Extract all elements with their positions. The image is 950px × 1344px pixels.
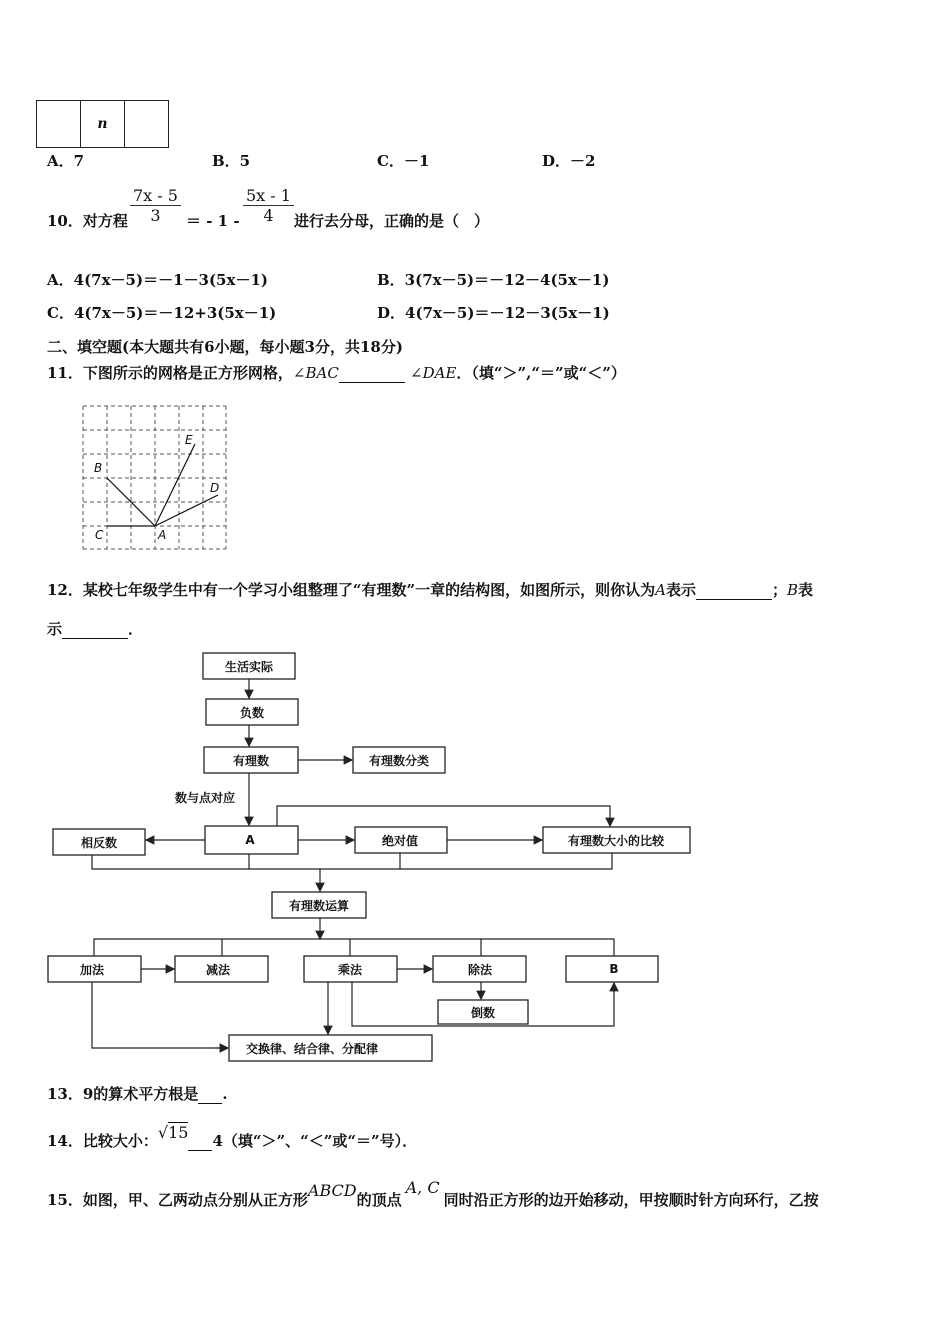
- flow-label-opposite: 相反数: [80, 836, 118, 850]
- point-label-a: A: [158, 528, 167, 542]
- flow-label-classification: 有理数分类: [368, 754, 430, 768]
- flow-label-rational: 有理数: [232, 754, 270, 768]
- q10-middle: ＝ - 1 -: [186, 212, 240, 230]
- q12-line-2: [47, 619, 143, 639]
- q12-a-label: A: [655, 581, 666, 599]
- q10-fraction-1: [130, 186, 181, 225]
- q12-b-text: 表: [798, 581, 814, 599]
- flow-label-operations: 有理数运算: [288, 899, 350, 913]
- fraction-denominator: 3: [150, 206, 161, 225]
- point-label-d: D: [210, 481, 220, 495]
- q14-prefix: 14．比较大小：: [47, 1132, 158, 1150]
- q14-sqrt: √15: [157, 1123, 189, 1142]
- q12-line-1: [47, 580, 813, 600]
- q12-b-label: B: [787, 581, 799, 599]
- table-cell: n: [81, 101, 125, 148]
- table-cell: [37, 101, 81, 148]
- q14-radicand: 15: [168, 1123, 189, 1142]
- flow-label-multiply: 乘法: [337, 963, 363, 977]
- flow-label-negative: 负数: [239, 706, 265, 720]
- q12-a-text: 表示: [665, 581, 696, 599]
- q15-square: ABCD: [307, 1181, 357, 1200]
- q11-prefix: 11．下图所示的网格是正方形网格，: [47, 364, 293, 382]
- segment-ae: [155, 444, 195, 526]
- q15-middle: 的顶点: [356, 1191, 402, 1209]
- q12-prefix: 12．某校七年级学生中有一个学习小组整理了“有理数”一章的结构图，如图所示，则你认为: [47, 581, 656, 599]
- point-label-e: E: [185, 433, 193, 447]
- q12-line2-suffix: ．: [128, 620, 144, 638]
- q9-option-c: C．－1: [377, 152, 430, 170]
- answer-blank: [62, 622, 128, 639]
- fraction-denominator: 4: [263, 206, 274, 225]
- point-label-b: B: [94, 461, 103, 475]
- q14-text: [47, 1123, 418, 1151]
- answer-blank: [339, 366, 405, 383]
- q14-suffix: （填“＞”、“＜”或“＝”号）．: [222, 1132, 418, 1150]
- flow-label-laws: 交换律、结合律、分配律: [245, 1042, 379, 1056]
- q10-option-b: B．3(7x－5)＝－12－4(5x－1): [377, 271, 610, 289]
- q10-prefix: 10．对方程: [47, 212, 128, 230]
- q9-option-d: D．－2: [542, 152, 596, 170]
- flow-label-add: 加法: [79, 963, 105, 977]
- fraction-numerator: 7x - 5: [130, 186, 181, 206]
- q11-suffix: ．（填“＞”,“＝”或“＜”）: [456, 364, 626, 382]
- q13-text: [47, 1084, 228, 1104]
- q15-text: [47, 1178, 819, 1210]
- flow-label-divide: 除法: [467, 963, 493, 977]
- point-label-c: C: [95, 528, 104, 542]
- q12-separator: ；: [772, 581, 788, 599]
- flow-label-compare: 有理数大小的比较: [567, 834, 665, 848]
- answer-blank: [696, 583, 772, 600]
- flow-label-absolute: 绝对值: [381, 834, 419, 848]
- flow-label-b: B: [609, 962, 619, 976]
- q11-grid-figure: [78, 400, 233, 555]
- q13-suffix: .: [222, 1085, 228, 1103]
- table-cell: [125, 101, 169, 148]
- q9-table: [36, 100, 169, 148]
- flow-label-a: A: [245, 833, 255, 847]
- flow-label-reciprocal: 倒数: [470, 1006, 496, 1020]
- answer-blank: [198, 1087, 222, 1104]
- q9-option-a: A．7: [47, 152, 85, 170]
- flowchart: [0, 640, 950, 1070]
- section-title: 二、填空题(本大题共有6小题，每小题3分，共18分): [47, 338, 403, 356]
- q15-prefix: 15．如图，甲、乙两动点分别从正方形: [47, 1191, 308, 1209]
- flow-label-number-point: 数与点对应: [174, 791, 236, 805]
- q11-text: [47, 363, 626, 383]
- fraction-numerator: 5x - 1: [243, 186, 294, 206]
- q15-suffix: 同时沿正方形的边开始移动，甲按顺时针方向环行，乙按: [443, 1191, 819, 1209]
- q14-rhs: 4: [212, 1132, 223, 1150]
- q12-line2-prefix: 示: [47, 620, 63, 638]
- q11-angle-bac: ∠BAC: [292, 364, 339, 382]
- q15-points: A, C: [405, 1178, 440, 1197]
- q10-option-c: C．4(7x－5)＝－12+3(5x－1): [47, 304, 277, 322]
- answer-blank: [188, 1134, 212, 1151]
- q10-option-d: D．4(7x－5)＝－12－3(5x－1): [377, 304, 610, 322]
- flow-label-subtract: 减法: [205, 963, 231, 977]
- q10-option-a: A．4(7x－5)＝－1－3(5x－1): [47, 271, 268, 289]
- flow-label-life: 生活实际: [224, 660, 274, 674]
- q11-angle-dae: ∠DAE: [410, 364, 457, 382]
- segment-ad: [155, 495, 218, 526]
- q13-prefix: 13．9的算术平方根是: [47, 1085, 199, 1103]
- q10-fraction-2: [243, 186, 294, 225]
- q9-option-b: B．5: [212, 152, 251, 170]
- q10-suffix: 进行去分母，正确的是（ ）: [294, 212, 490, 230]
